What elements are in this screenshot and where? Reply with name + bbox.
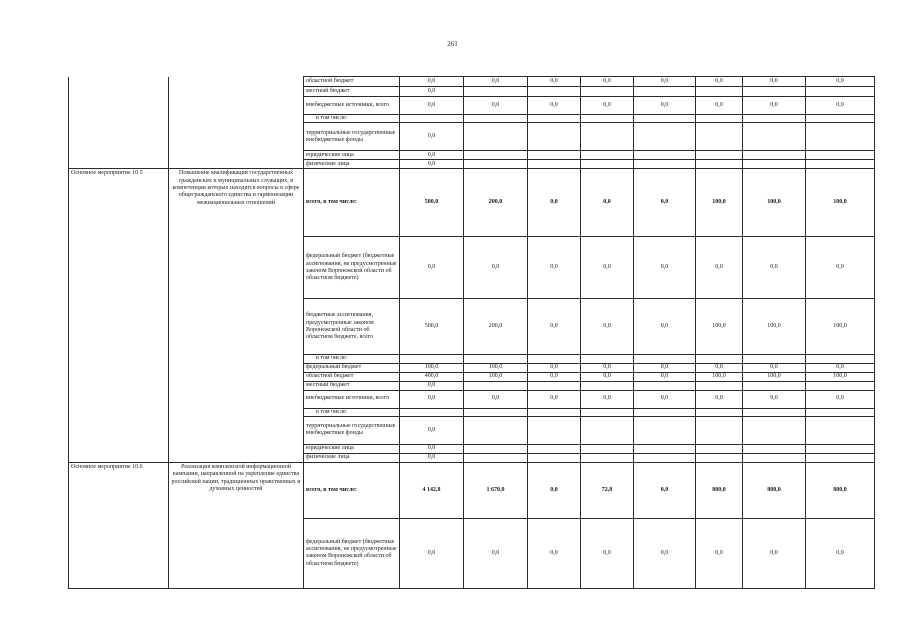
- value-cell: [464, 115, 528, 123]
- financing-table: [68, 76, 875, 589]
- value-cell: 100,0: [806, 372, 875, 381]
- source-label-cell: всего, в том числе:: [304, 169, 400, 237]
- source-label-cell: бюджетные ассигнования, предусмотренные законом Воронежской области об областном бюджете, всего: [304, 299, 400, 355]
- value-cell: 100,0: [743, 299, 806, 355]
- value-cell: 0,0: [634, 237, 696, 299]
- value-cell: 0,0: [743, 390, 806, 408]
- value-cell: 0,0: [528, 77, 581, 87]
- value-cell: [806, 355, 875, 363]
- value-cell: 0,0: [528, 299, 581, 355]
- value-cell: [696, 381, 743, 390]
- value-cell: 0,0: [400, 518, 464, 588]
- source-label-cell: внебюджетные источники, всего: [304, 97, 400, 115]
- source-label-cell: федеральный бюджет (бюджетные ассигнования, не предусмотренные законом Воронежской области об областном бюджете): [304, 237, 400, 299]
- activity-cell: Основное мероприятие 10.5: [69, 169, 169, 463]
- value-cell: 0,0: [400, 416, 464, 444]
- value-cell: 0,0: [634, 462, 696, 518]
- value-cell: 0,0: [634, 97, 696, 115]
- value-cell: 100,0: [743, 169, 806, 237]
- value-cell: [696, 160, 743, 169]
- value-cell: [400, 115, 464, 123]
- value-cell: [581, 408, 634, 416]
- value-cell: 0,0: [400, 123, 464, 151]
- value-cell: 0,0: [581, 77, 634, 87]
- value-cell: [464, 355, 528, 363]
- value-cell: 0,0: [696, 363, 743, 372]
- activity-cell-continued: [69, 77, 169, 169]
- value-cell: [634, 151, 696, 160]
- value-cell: [528, 416, 581, 444]
- value-cell: [581, 123, 634, 151]
- value-cell: [528, 115, 581, 123]
- source-label-cell: юридические лица: [304, 151, 400, 160]
- value-cell: [696, 115, 743, 123]
- value-cell: [806, 453, 875, 462]
- value-cell: 0,0: [528, 372, 581, 381]
- value-cell: 0,0: [528, 237, 581, 299]
- value-cell: 0,0: [806, 518, 875, 588]
- value-cell: 200,0: [464, 169, 528, 237]
- value-cell: [634, 115, 696, 123]
- value-cell: [743, 444, 806, 453]
- value-cell: [806, 408, 875, 416]
- value-cell: [696, 444, 743, 453]
- value-cell: 0,0: [400, 87, 464, 97]
- source-label-cell: в том числе:: [304, 408, 400, 416]
- value-cell: 0,0: [634, 372, 696, 381]
- value-cell: [743, 151, 806, 160]
- value-cell: 0,0: [696, 77, 743, 87]
- value-cell: 0,0: [743, 237, 806, 299]
- value-cell: 200,0: [464, 299, 528, 355]
- value-cell: 0,0: [400, 151, 464, 160]
- value-cell: 0,0: [634, 299, 696, 355]
- value-cell: 100,0: [400, 363, 464, 372]
- activity-title-cell: Реализация комплексной информационной кампании, направленной на укрепление единства российской нации, традиционных нравственных и духовных ценностей: [169, 462, 304, 588]
- source-label-cell: областной бюджет: [304, 77, 400, 87]
- value-cell: [464, 151, 528, 160]
- value-cell: [696, 87, 743, 97]
- value-cell: 0,0: [743, 363, 806, 372]
- value-cell: [696, 453, 743, 462]
- table-row: [69, 169, 875, 237]
- value-cell: 0,0: [464, 390, 528, 408]
- value-cell: [743, 408, 806, 416]
- value-cell: [806, 115, 875, 123]
- value-cell: 0,0: [464, 97, 528, 115]
- value-cell: [528, 444, 581, 453]
- value-cell: [464, 381, 528, 390]
- source-label-cell: областной бюджет: [304, 372, 400, 381]
- value-cell: [528, 355, 581, 363]
- value-cell: 0,0: [743, 97, 806, 115]
- value-cell: [634, 123, 696, 151]
- activity-title-cell-continued: [169, 77, 304, 169]
- value-cell: 0,0: [400, 77, 464, 87]
- value-cell: [528, 408, 581, 416]
- value-cell: 0,0: [634, 77, 696, 87]
- value-cell: 0,0: [528, 518, 581, 588]
- value-cell: [806, 123, 875, 151]
- value-cell: [806, 444, 875, 453]
- activity-title-cell: Повышение квалификации государственных гражданских и муниципальных служащих, в компетенции которых находятся вопросы в сфере общегражданского единства и гармонизации межнациональных отношений: [169, 169, 304, 463]
- value-cell: 0,0: [581, 97, 634, 115]
- source-label-cell: федеральный бюджет: [304, 363, 400, 372]
- value-cell: 0,0: [464, 518, 528, 588]
- value-cell: [696, 123, 743, 151]
- value-cell: 0,0: [400, 444, 464, 453]
- value-cell: 0,0: [806, 77, 875, 87]
- source-label-cell: всего, в том числе:: [304, 462, 400, 518]
- value-cell: 0,0: [464, 77, 528, 87]
- value-cell: 0,0: [743, 518, 806, 588]
- value-cell: 0,0: [528, 462, 581, 518]
- value-cell: [528, 87, 581, 97]
- source-label-cell: территориальные государственные внебюджетные фонды: [304, 416, 400, 444]
- value-cell: [696, 151, 743, 160]
- value-cell: [464, 444, 528, 453]
- value-cell: [806, 151, 875, 160]
- value-cell: 100,0: [806, 169, 875, 237]
- source-label-cell: территориальные государственные внебюджетные фонды: [304, 123, 400, 151]
- value-cell: 100,0: [464, 363, 528, 372]
- value-cell: [464, 416, 528, 444]
- value-cell: [581, 453, 634, 462]
- table-row: [69, 77, 875, 87]
- value-cell: [634, 408, 696, 416]
- value-cell: [743, 160, 806, 169]
- activity-cell: Основное мероприятие 10.6: [69, 462, 169, 588]
- value-cell: 0,0: [696, 390, 743, 408]
- value-cell: 0,0: [806, 237, 875, 299]
- value-cell: 72,8: [581, 462, 634, 518]
- value-cell: 0,0: [400, 160, 464, 169]
- value-cell: 0,0: [464, 237, 528, 299]
- value-cell: 800,0: [743, 462, 806, 518]
- value-cell: 0,0: [400, 390, 464, 408]
- value-cell: [581, 355, 634, 363]
- source-label-cell: в том числе:: [304, 355, 400, 363]
- source-label-cell: в том числе:: [304, 115, 400, 123]
- value-cell: [743, 453, 806, 462]
- source-label-cell: местный бюджет: [304, 381, 400, 390]
- value-cell: [634, 416, 696, 444]
- value-cell: [634, 444, 696, 453]
- value-cell: 1 670,0: [464, 462, 528, 518]
- value-cell: 400,0: [400, 372, 464, 381]
- value-cell: 0,0: [634, 363, 696, 372]
- value-cell: 0,0: [634, 169, 696, 237]
- value-cell: 0,0: [806, 390, 875, 408]
- value-cell: 0,0: [581, 299, 634, 355]
- value-cell: [581, 160, 634, 169]
- value-cell: 0,0: [528, 169, 581, 237]
- value-cell: 0,0: [743, 77, 806, 87]
- value-cell: [743, 87, 806, 97]
- value-cell: 0,0: [581, 372, 634, 381]
- value-cell: [806, 160, 875, 169]
- value-cell: 800,0: [696, 462, 743, 518]
- value-cell: [634, 87, 696, 97]
- value-cell: 0,0: [400, 381, 464, 390]
- value-cell: 0,0: [696, 237, 743, 299]
- value-cell: [464, 160, 528, 169]
- value-cell: [464, 408, 528, 416]
- value-cell: 100,0: [696, 372, 743, 381]
- value-cell: [743, 355, 806, 363]
- value-cell: 100,0: [743, 372, 806, 381]
- value-cell: 800,0: [806, 462, 875, 518]
- value-cell: 100,0: [806, 299, 875, 355]
- value-cell: [806, 381, 875, 390]
- value-cell: [581, 381, 634, 390]
- value-cell: [581, 87, 634, 97]
- value-cell: [528, 123, 581, 151]
- value-cell: [634, 381, 696, 390]
- value-cell: [696, 355, 743, 363]
- value-cell: [464, 87, 528, 97]
- value-cell: 100,0: [696, 299, 743, 355]
- value-cell: [528, 381, 581, 390]
- value-cell: 0,0: [581, 169, 634, 237]
- value-cell: 0,0: [581, 518, 634, 588]
- value-cell: [806, 416, 875, 444]
- value-cell: 500,0: [400, 169, 464, 237]
- source-label-cell: внебюджетные источники, всего: [304, 390, 400, 408]
- value-cell: [528, 160, 581, 169]
- value-cell: [634, 160, 696, 169]
- value-cell: [743, 123, 806, 151]
- value-cell: 4 142,8: [400, 462, 464, 518]
- source-label-cell: федеральный бюджет (бюджетные ассигнования, не предусмотренные законом Воронежской области об областном бюджете): [304, 518, 400, 588]
- value-cell: 0,0: [581, 363, 634, 372]
- value-cell: [464, 123, 528, 151]
- source-label-cell: физические лица: [304, 453, 400, 462]
- value-cell: [581, 444, 634, 453]
- value-cell: 0,0: [634, 390, 696, 408]
- value-cell: 0,0: [696, 518, 743, 588]
- value-cell: [743, 416, 806, 444]
- value-cell: 0,0: [806, 363, 875, 372]
- value-cell: 0,0: [634, 518, 696, 588]
- page-number: 261: [447, 40, 458, 48]
- source-label-cell: юридические лица: [304, 444, 400, 453]
- value-cell: [806, 87, 875, 97]
- value-cell: [400, 355, 464, 363]
- value-cell: 0,0: [400, 237, 464, 299]
- value-cell: [528, 453, 581, 462]
- table-row: [69, 462, 875, 518]
- value-cell: [400, 408, 464, 416]
- value-cell: 0,0: [400, 97, 464, 115]
- value-cell: [743, 115, 806, 123]
- value-cell: [581, 115, 634, 123]
- value-cell: [696, 416, 743, 444]
- value-cell: 0,0: [528, 363, 581, 372]
- value-cell: 0,0: [806, 97, 875, 115]
- value-cell: 0,0: [581, 390, 634, 408]
- value-cell: 0,0: [528, 390, 581, 408]
- value-cell: 0,0: [696, 97, 743, 115]
- value-cell: [581, 416, 634, 444]
- value-cell: [634, 355, 696, 363]
- value-cell: [634, 453, 696, 462]
- value-cell: 0,0: [528, 97, 581, 115]
- value-cell: 500,0: [400, 299, 464, 355]
- value-cell: [464, 453, 528, 462]
- source-label-cell: физические лица: [304, 160, 400, 169]
- value-cell: [581, 151, 634, 160]
- value-cell: [743, 381, 806, 390]
- value-cell: [696, 408, 743, 416]
- value-cell: 100,0: [696, 169, 743, 237]
- value-cell: 0,0: [581, 237, 634, 299]
- value-cell: 0,0: [400, 453, 464, 462]
- value-cell: [528, 151, 581, 160]
- source-label-cell: местный бюджет: [304, 87, 400, 97]
- value-cell: 100,0: [464, 372, 528, 381]
